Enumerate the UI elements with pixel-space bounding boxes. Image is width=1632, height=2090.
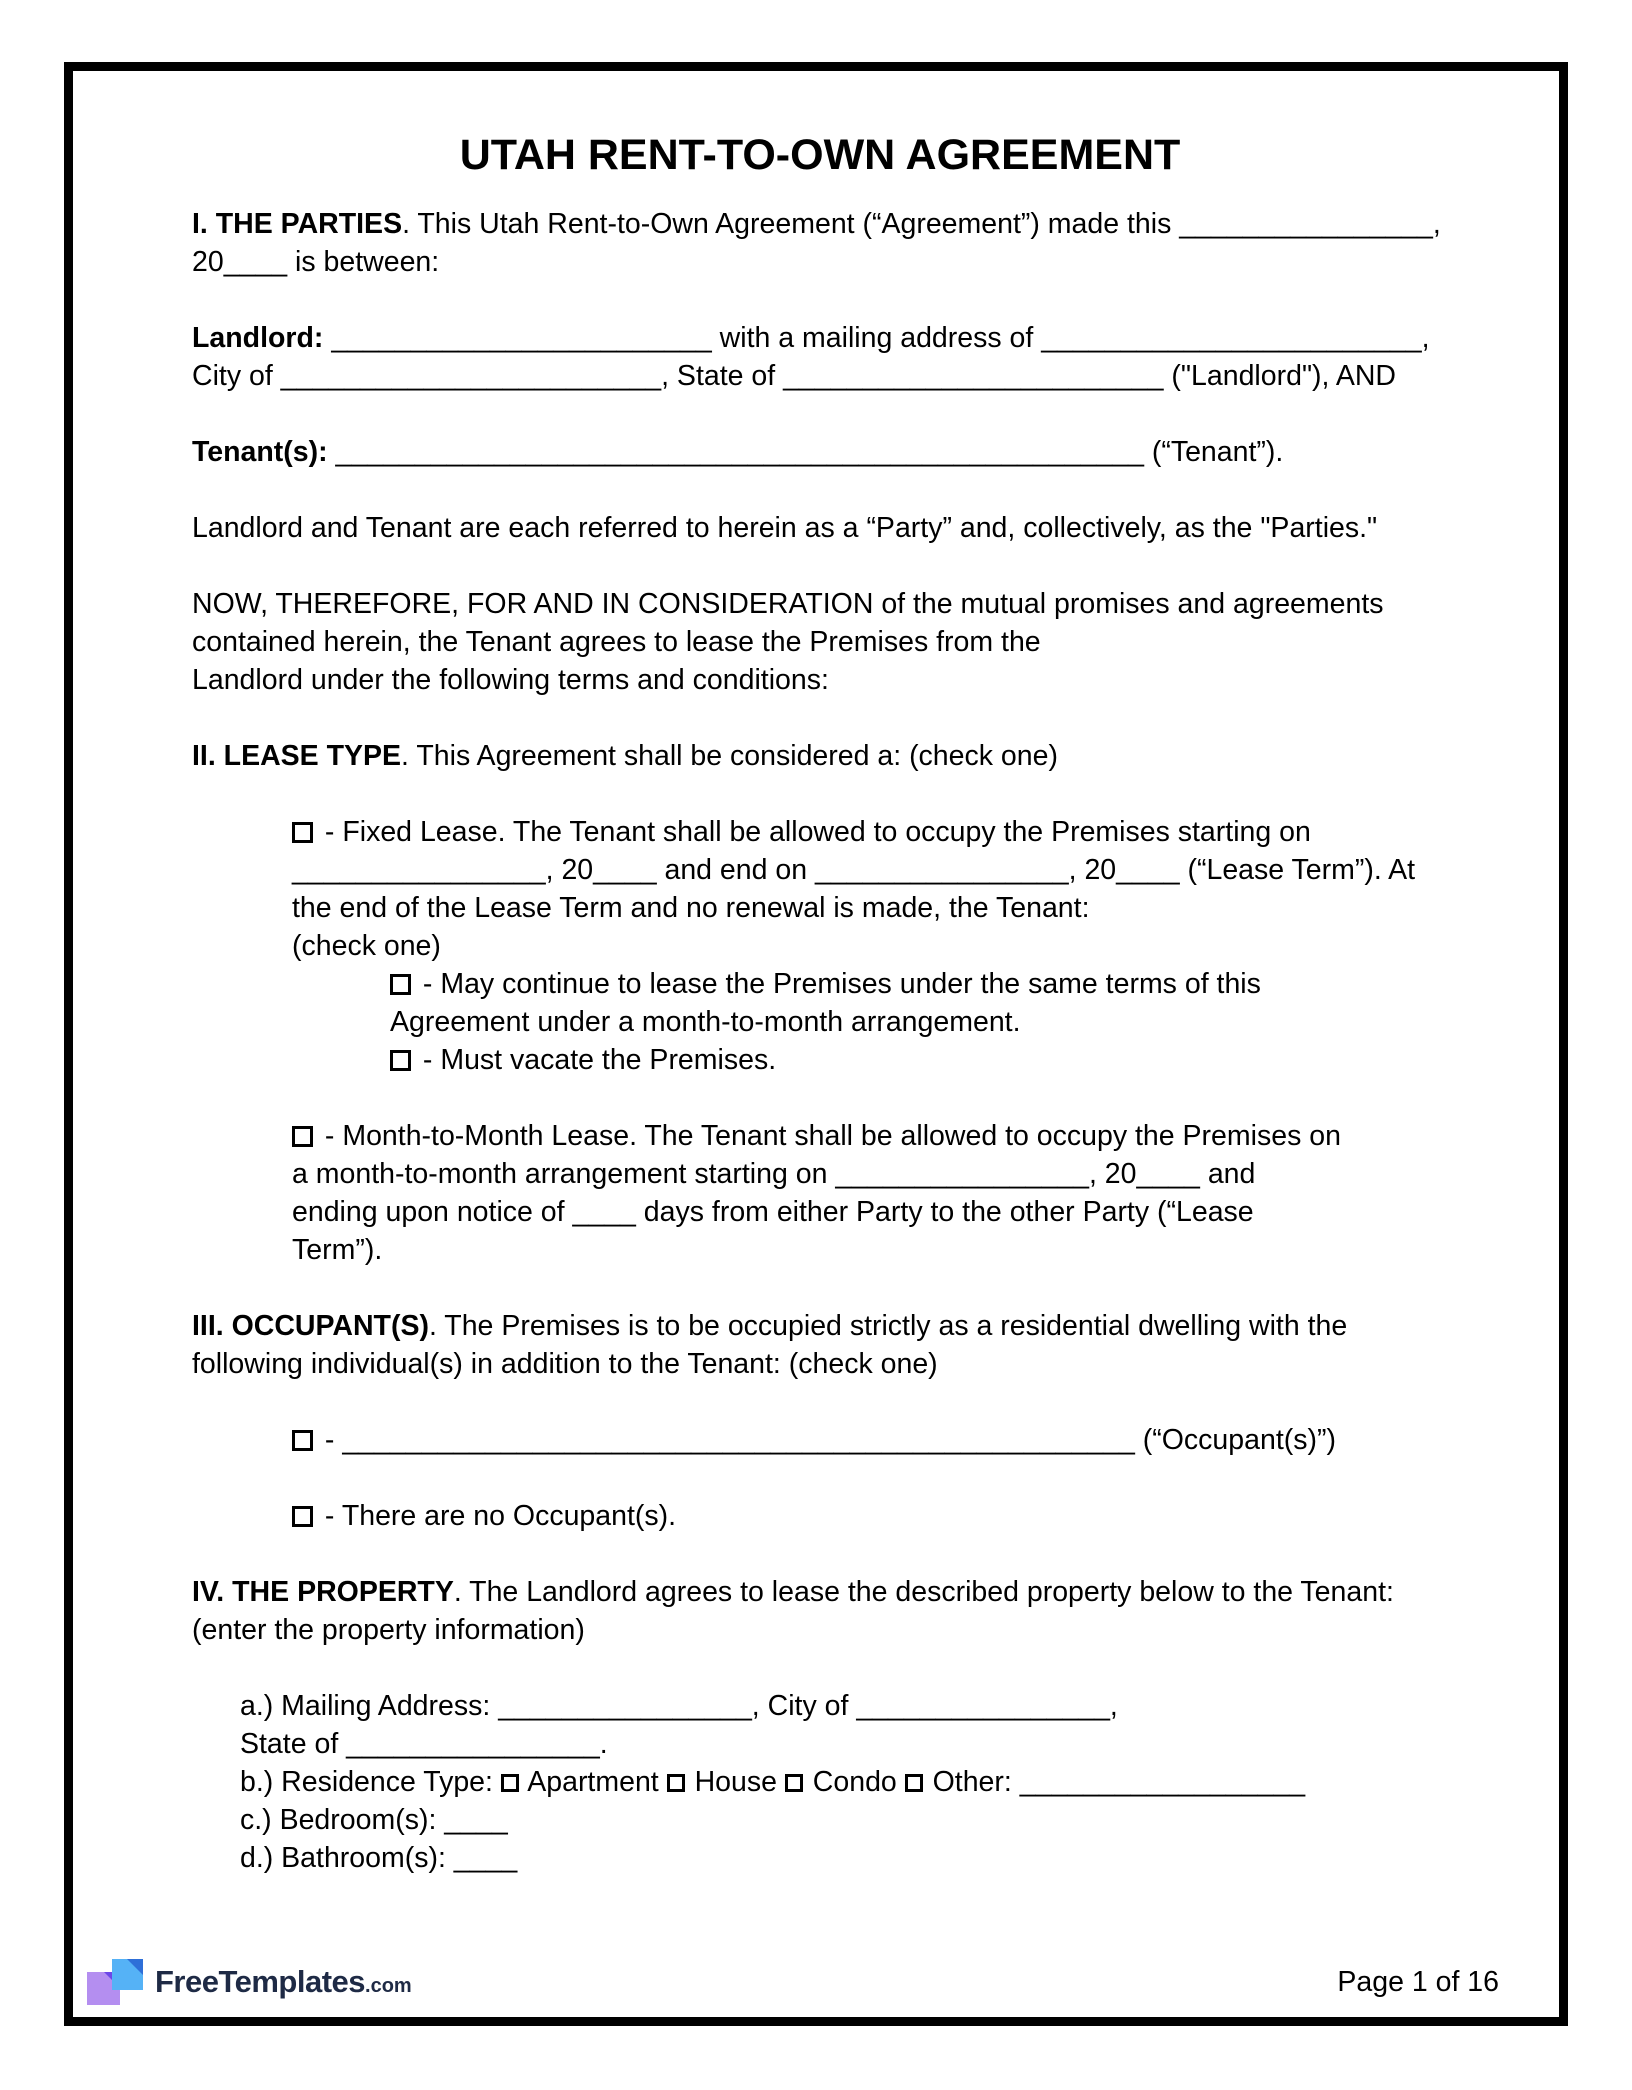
fixed-lease-checkbox[interactable] (292, 822, 313, 843)
property-section-intro (192, 1573, 1448, 1649)
parties-section-intro (192, 205, 1448, 281)
consideration-text-1: NOW, THEREFORE, FOR AND IN CONSIDERATION of the mutual promises and agreements contained herein, the Tenant agrees to lease the Premises from the (192, 588, 1384, 658)
spacer (192, 1649, 1448, 1687)
other-option-label: Other: __________________ (932, 1766, 1306, 1798)
page-footer (87, 1959, 1499, 2005)
residence-type-label: b.) Residence Type: (240, 1766, 493, 1798)
fixed-lease-option (292, 813, 1448, 965)
tenant-blank-text: ___________________________________________________ (“Tenant”). (335, 436, 1284, 468)
property-bathrooms-line: d.) Bathroom(s): ____ (240, 1842, 518, 1874)
property-state-text: State of ________________. (240, 1728, 608, 1760)
property-intro-text: . The Landlord agrees to lease the described property below to the Tenant: (enter the property information) (192, 1576, 1394, 1646)
apartment-option-label: Apartment (527, 1766, 659, 1798)
house-checkbox[interactable] (667, 1774, 685, 1792)
brand-name: FreeTemplates (155, 1964, 366, 1999)
lease-type-section-intro (192, 737, 1448, 775)
freetemplates-logo-icon (87, 1959, 143, 2005)
no-occupants-text: - There are no Occupant(s). (324, 1500, 677, 1532)
document-title: UTAH RENT-TO-OWN AGREEMENT (459, 131, 1181, 179)
lease-type-intro-text: . This Agreement shall be considered a: (check one) (401, 740, 1058, 772)
occupants-heading: III. OCCUPANT(S) (192, 1310, 429, 1342)
lease-type-heading: II. LEASE TYPE (192, 740, 402, 772)
landlord-label: Landlord: (192, 322, 332, 354)
page-number: Page 1 of 16 (1337, 1965, 1499, 1998)
must-vacate-text: - Must vacate the Premises. (422, 1044, 777, 1076)
other-checkbox[interactable] (905, 1774, 923, 1792)
condo-checkbox[interactable] (785, 1774, 803, 1792)
parties-intro-text: . This Utah Rent-to-Own Agreement (“Agreement”) made this ________________, 20____ is between: (192, 208, 1441, 278)
property-details-list (240, 1687, 1448, 1877)
brand-text (155, 1964, 412, 2000)
property-mailing-text-1: a.) Mailing Address: ________________, City of ________________, (240, 1690, 1118, 1722)
property-mailing-address-line (240, 1687, 1448, 1763)
may-continue-checkbox[interactable] (390, 974, 411, 995)
no-occupants-checkbox[interactable] (292, 1506, 313, 1527)
parties-heading: I. THE PARTIES (192, 208, 403, 240)
month-to-month-text: - Month-to-Month Lease. The Tenant shall be allowed to occupy the Premises on a month-to-month arrangement starting on ________________, 20____ and ending upon notice of ____ days from either Party to the other Party (“Lease Term”). (292, 1120, 1341, 1266)
no-occupants-option (292, 1497, 1448, 1535)
logo-blue-square (112, 1959, 143, 1990)
house-option-label: House (694, 1766, 777, 1798)
consideration-text-2: Landlord under the following terms and conditions: (192, 664, 829, 696)
must-vacate-option (390, 1041, 1390, 1079)
occupant-names-option (292, 1421, 1448, 1459)
tenant-clause (192, 433, 1448, 471)
freetemplates-logo (87, 1959, 412, 2005)
fixed-lease-check-one: (check one) (292, 930, 441, 962)
page-border-frame (64, 62, 1568, 2026)
property-bedrooms-line: c.) Bedroom(s): ____ (240, 1804, 508, 1836)
landlord-clause (192, 319, 1448, 395)
property-residence-type-line (240, 1763, 1448, 1801)
may-continue-text: - May continue to lease the Premises under the same terms of this Agreement under a month-to-month arrangement. (390, 968, 1261, 1038)
property-heading: IV. THE PROPERTY (192, 1576, 454, 1608)
landlord-blanks-text: ________________________ with a mailing address of ________________________, City of ________________________, State of ________________________ ("Landlord"), AND (192, 322, 1430, 392)
occupants-intro-text: . The Premises is to be occupied strictly as a residential dwelling with the following individual(s) in addition to the Tenant: (check one) (192, 1310, 1348, 1380)
tenant-label: Tenant(s): (192, 436, 336, 468)
apartment-checkbox[interactable] (501, 1774, 519, 1792)
occupant-names-text: - __________________________________________________ (“Occupant(s)”) (324, 1424, 1336, 1456)
brand-domain-suffix: .com (365, 1975, 412, 1997)
may-continue-option (390, 965, 1390, 1041)
fixed-lease-text: - Fixed Lease. The Tenant shall be allowed to occupy the Premises starting on ________________, 20____ and end on ________________, 20____ (“Lease Term”). At the end of the Lease Term and no renewal is made, the Tenant: (292, 816, 1416, 924)
must-vacate-checkbox[interactable] (390, 1050, 411, 1071)
month-to-month-option (292, 1117, 1347, 1269)
condo-option-label: Condo (812, 1766, 897, 1798)
consideration-clause (192, 585, 1448, 699)
occupant-names-checkbox[interactable] (292, 1430, 313, 1451)
parties-definition: Landlord and Tenant are each referred to herein as a “Party” and, collectively, as the "Parties." (192, 512, 1378, 544)
occupants-section-intro (192, 1307, 1448, 1383)
month-to-month-checkbox[interactable] (292, 1126, 313, 1147)
